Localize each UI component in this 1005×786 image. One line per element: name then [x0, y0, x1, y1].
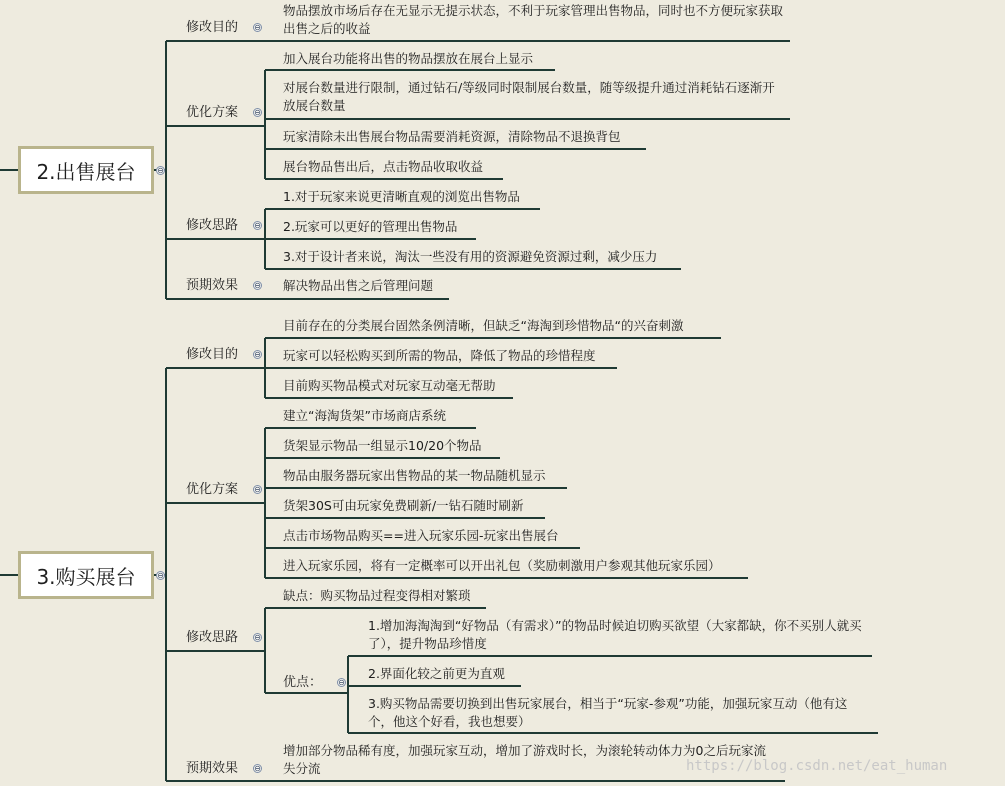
leaf-text[interactable]: 货架30S可由玩家免费刷新/一钻石随时刷新 [283, 498, 524, 513]
collapse-toggle-icon[interactable]: ⊖ [254, 764, 261, 773]
leaf-text[interactable]: 3.对于设计者来说，淘汰一些没有用的资源避免资源过剩，减少压力 [283, 249, 658, 264]
collapse-toggle-icon[interactable]: ⊖ [254, 108, 261, 117]
branch-label-expected-effect[interactable]: 预期效果 [186, 278, 239, 293]
collapse-toggle-icon[interactable]: ⊖ [254, 281, 261, 290]
leaf-text[interactable]: 货架显示物品一组显示10/20个物品 [283, 438, 482, 453]
leaf-text[interactable]: 目前购买物品模式对玩家互动毫无帮助 [283, 378, 496, 393]
watermark: https://blog.csdn.net/eat_human [686, 758, 948, 774]
collapse-toggle-icon[interactable]: ⊖ [157, 166, 164, 175]
leaf-text[interactable]: 进入玩家乐园，将有一定概率可以开出礼包（奖励刺激用户参观其他玩家乐园） [283, 558, 721, 573]
branch-label-optimization-plan[interactable]: 优化方案 [186, 105, 239, 120]
leaf-text[interactable]: 2.玩家可以更好的管理出售物品 [283, 219, 458, 234]
collapse-toggle-icon[interactable]: ⊖ [157, 571, 164, 580]
leaf-text[interactable]: 解决物品出售之后管理问题 [283, 278, 434, 293]
branch-label-approach[interactable]: 修改思路 [186, 630, 239, 645]
leaf-text[interactable]: 对展台数量进行限制，通过钻石/等级同时限制展台数量，随等级提升通过消耗钻石逐渐开放展台数量 [283, 80, 775, 113]
leaf-text[interactable]: 建立“海淘货架”市场商店系统 [283, 408, 446, 423]
collapse-toggle-icon[interactable]: ⊖ [254, 23, 261, 32]
collapse-toggle-icon[interactable]: ⊖ [254, 485, 261, 494]
leaf-text[interactable]: 目前存在的分类展台固然条例清晰，但缺乏“海淘到珍惜物品“的兴奋刺激 [283, 318, 684, 333]
branch-label-modify-purpose[interactable]: 修改目的 [186, 347, 239, 362]
root-node-sell-showcase[interactable]: 2.出售展台 [18, 146, 154, 194]
leaf-text[interactable]: 1.增加海淘淘到“好物品（有需求）”的物品时候迫切购买欲望（大家都缺，你不买别人就买了），提升物品珍惜度 [368, 618, 862, 651]
leaf-text[interactable]: 物品由服务器玩家出售物品的某一物品随机显示 [283, 468, 546, 483]
leaf-text[interactable]: 增加部分物品稀有度，加强玩家互动，增加了游戏时长，为滚轮转动体力为0之后玩家流失分流 [283, 743, 766, 776]
leaf-text[interactable]: 玩家可以轻松购买到所需的物品，降低了物品的珍惜程度 [283, 348, 596, 363]
collapse-toggle-icon[interactable]: ⊖ [254, 221, 261, 230]
collapse-toggle-icon[interactable]: ⊖ [338, 678, 345, 687]
leaf-text[interactable]: 展台物品售出后，点击物品收取收益 [283, 159, 484, 174]
leaf-text[interactable]: 玩家清除未出售展台物品需要消耗资源，清除物品不退换背包 [283, 129, 621, 144]
leaf-text[interactable]: 缺点：购买物品过程变得相对繁琐 [283, 588, 471, 603]
leaf-text[interactable]: 2.界面化较之前更为直观 [368, 666, 505, 681]
root-node-buy-showcase[interactable]: 3.购买展台 [18, 551, 154, 599]
sub-branch-label-advantages[interactable]: 优点： [283, 675, 323, 690]
branch-label-optimization-plan[interactable]: 优化方案 [186, 482, 239, 497]
leaf-text[interactable]: 1.对于玩家来说更清晰直观的浏览出售物品 [283, 189, 520, 204]
leaf-text[interactable]: 3.购买物品需要切换到出售玩家展台，相当于“玩家-参观”功能，加强玩家互动（他有这个，他这个好看，我也想要） [368, 696, 848, 729]
leaf-text[interactable]: 点击市场物品购买==进入玩家乐园-玩家出售展台 [283, 528, 559, 543]
leaf-text[interactable]: 物品摆放市场后存在无显示无提示状态，不利于玩家管理出售物品，同时也不方便玩家获取出售之后的收益 [283, 3, 784, 36]
branch-label-approach[interactable]: 修改思路 [186, 218, 239, 233]
collapse-toggle-icon[interactable]: ⊖ [254, 633, 261, 642]
branch-label-expected-effect[interactable]: 预期效果 [186, 761, 239, 776]
collapse-toggle-icon[interactable]: ⊖ [254, 350, 261, 359]
branch-label-modify-purpose[interactable]: 修改目的 [186, 20, 239, 35]
leaf-text[interactable]: 加入展台功能将出售的物品摆放在展台上显示 [283, 51, 534, 66]
